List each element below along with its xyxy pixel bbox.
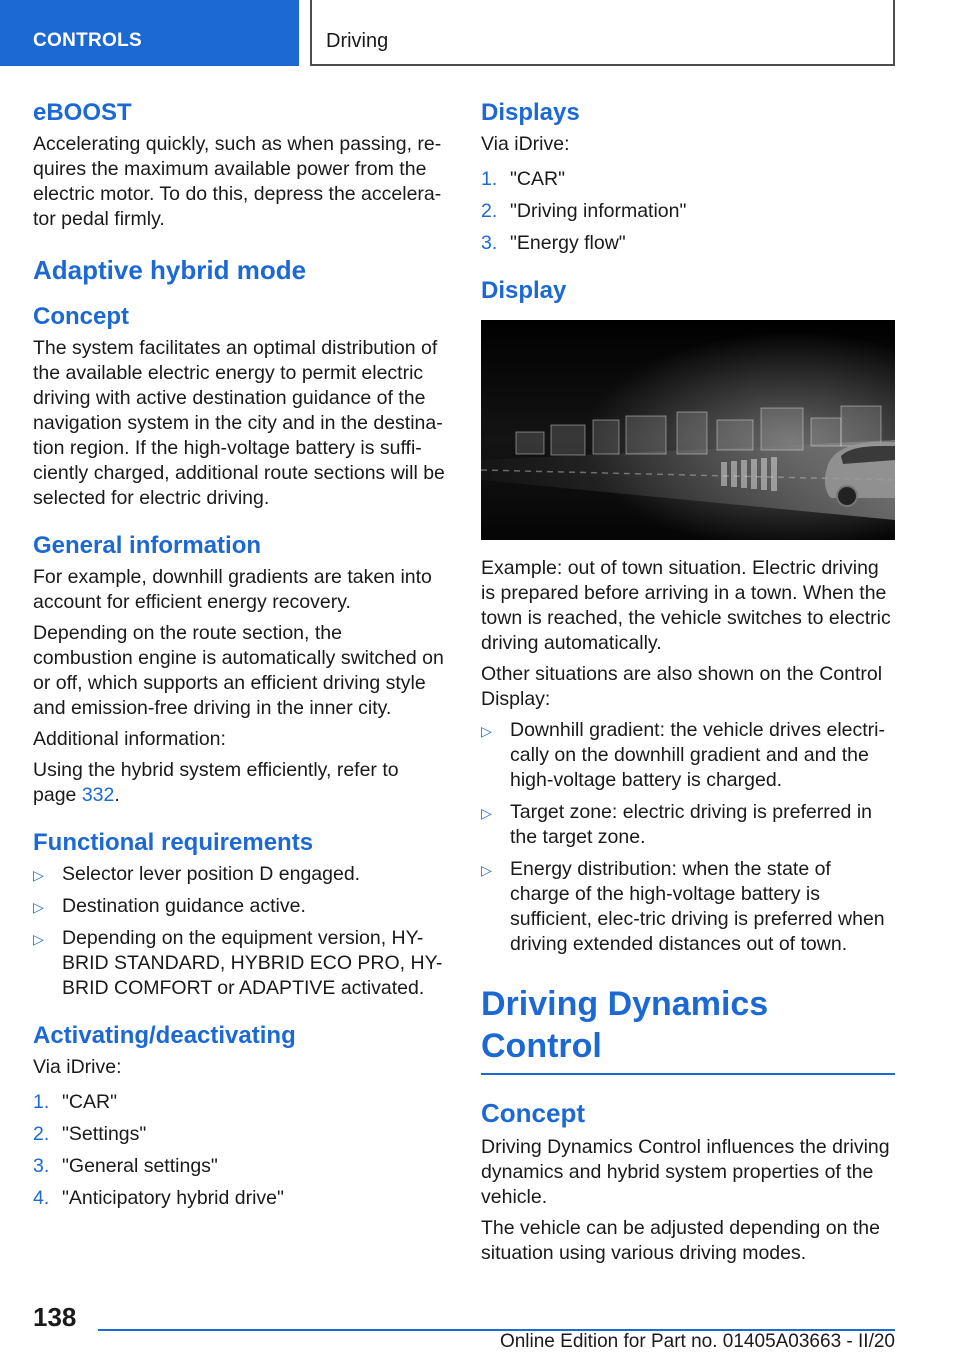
list-item: ▷ Destination guidance active. (33, 894, 447, 919)
display-heading: Display (481, 277, 567, 304)
header-bottom-rule (310, 64, 895, 66)
general-text-4 (33, 758, 447, 808)
activating-steps (33, 1090, 447, 1211)
adaptive-hybrid-heading: Adaptive hybrid mode (33, 255, 307, 285)
display-caption: Example: out of town situation. Electric driving is prepared before arriving in a town. When the town is reached, the vehicle switches to electric driving automatically. (481, 557, 891, 654)
list-item: 1. "CAR" (33, 1091, 118, 1113)
energy-flow-illustration (481, 320, 895, 540)
general-text-1: For example, downhill gradients are taken into account for efficient energy recovery. (33, 566, 432, 613)
ddc-text-1: Driving Dynamics Control influences the driving dynamics and hybrid system properties of the vehicle. (481, 1136, 890, 1208)
other-situations-list (481, 718, 895, 957)
ddc-concept-heading: Concept (481, 1098, 585, 1128)
concept-heading: Concept (33, 303, 129, 330)
driving-dynamics-control-heading: Driving Dynamics Control (481, 983, 895, 1075)
displays-steps (481, 167, 895, 256)
triangle-bullet-icon: ▷ (33, 931, 44, 947)
ddc-text-2: The vehicle can be adjusted depending on the situation using various driving modes. (481, 1217, 880, 1264)
reference-suffix: . (114, 784, 120, 806)
list-item: 2. "Settings" (33, 1123, 147, 1145)
displays-intro: Via iDrive: (481, 133, 570, 155)
list-item: ▷ Downhill gradient: the vehicle drives electri-cally on the downhill gradient and and the high-voltage battery is charged. (481, 719, 886, 791)
triangle-bullet-icon: ▷ (481, 723, 492, 739)
displays-heading: Displays (481, 99, 580, 126)
list-item: 3. "General settings" (33, 1155, 218, 1177)
page-number: 138 (33, 1302, 77, 1332)
reference-prefix: Using the hybrid system efficiently, refer to page (33, 759, 399, 806)
triangle-bullet-icon: ▷ (481, 805, 492, 821)
list-item: 3. "Energy flow" (481, 232, 626, 254)
triangle-bullet-icon: ▷ (33, 899, 44, 915)
eboost-text: Accelerating quickly, such as when passing, re-quires the maximum available power from the electric motor. To do this, depress the accelera-tor pedal firmly. (33, 133, 442, 230)
general-text-2: Depending on the route section, the combustion engine is automatically switched on or off, which supports an efficient driving style and emission-free driving in the inner city. (33, 622, 444, 719)
functional-requirements-list (33, 862, 447, 1001)
list-item: ▷ Depending on the equipment version, HY-BRID STANDARD, HYBRID ECO PRO, HY-BRID COMFORT or ADAPTIVE activated. (33, 927, 443, 999)
activating-heading: Activating/deactivating (33, 1022, 296, 1049)
list-item: 2. "Driving information" (481, 200, 687, 222)
triangle-bullet-icon: ▷ (33, 867, 44, 883)
list-item: 1. "CAR" (481, 168, 566, 190)
section-tab: CONTROLS (0, 0, 299, 66)
triangle-bullet-icon: ▷ (481, 862, 492, 878)
list-item: ▷ Selector lever position D engaged. (33, 862, 447, 887)
edition-note: Online Edition for Part no. 01405A03663 - II/20 (499, 1331, 895, 1352)
list-item: 4. "Anticipatory hybrid drive" (33, 1187, 284, 1209)
list-item: ▷ Energy distribution: when the state of charge of the high-voltage battery is sufficient, elec-tric driving is preferred when driving extended distances out of town. (481, 858, 885, 955)
header-right-rule (893, 0, 895, 66)
concept-text: The system facilitates an optimal distribution of the available electric energy to permit electric driving with active destination guidance of the navigation system in the city and in the destina-tion region. If the high-voltage battery is suffi-ciently charged, additional route sections will be selected for electric driving. (33, 337, 445, 509)
general-text-3: Additional information: (33, 728, 226, 750)
page-header (0, 0, 960, 66)
functional-requirements-heading: Functional requirements (33, 829, 314, 856)
eboost-heading: eBOOST (33, 99, 132, 126)
right-column (481, 98, 895, 1272)
energy-flow-scene (481, 320, 895, 540)
left-column (33, 98, 447, 1219)
page-reference-link[interactable]: 332 (81, 784, 115, 806)
list-item: ▷ Target zone: electric driving is preferred in the target zone. (481, 801, 872, 848)
activating-intro: Via iDrive: (33, 1056, 122, 1078)
chapter-title: Driving (326, 30, 389, 52)
other-situations-intro: Other situations are also shown on the Control Display: (481, 663, 883, 710)
general-info-heading: General information (33, 532, 262, 559)
header-divider (310, 0, 312, 66)
